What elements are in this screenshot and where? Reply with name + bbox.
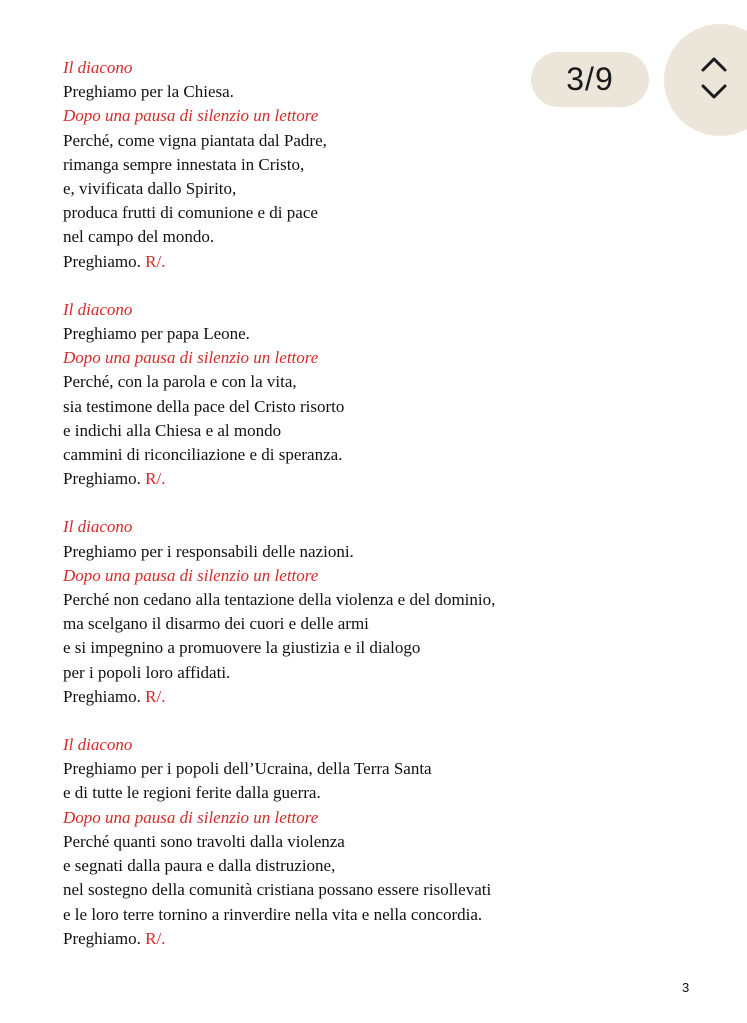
rubric-reader: Dopo una pausa di silenzio un lettore (63, 807, 319, 827)
rubric-deacon: Il diacono (63, 735, 133, 755)
closing-line (63, 927, 673, 951)
prayer-line: ma scelgano il disarmo dei cuori e delle armi (63, 614, 369, 634)
page-number: 3 (682, 980, 690, 995)
rubric-deacon: Il diacono (63, 299, 133, 319)
closing-text: Preghiamo. (63, 469, 141, 489)
prayer-line: nel campo del mondo. (63, 227, 215, 247)
intention-line: Preghiamo per la Chiesa. (63, 82, 234, 102)
prayer-line: Perché non cedano alla tentazione della violenza e del dominio, (63, 590, 496, 610)
prayer-line: produca frutti di comunione e di pace (63, 203, 318, 223)
prayer-line: e si impegnino a promuovere la giustizia e il dialogo (63, 638, 421, 658)
response-marker: R/. (145, 251, 166, 271)
prayer-line: e indichi alla Chiesa e al mondo (63, 420, 282, 440)
closing-line (63, 685, 673, 709)
intention-line: Preghiamo per papa Leone. (63, 324, 250, 344)
prayer-line: per i popoli loro affidati. (63, 662, 231, 682)
intention-line: Preghiamo per i popoli dell’Ucraina, della Terra Santa (63, 759, 432, 779)
prayer-line: cammini di riconciliazione e di speranza. (63, 445, 343, 465)
prayer-line: rimanga sempre innestata in Cristo, (63, 154, 305, 174)
prayer-section-3 (63, 515, 673, 709)
prayer-section-4 (63, 733, 673, 951)
prayer-line: Perché, come vigna piantata dal Padre, (63, 130, 327, 150)
rubric-reader: Dopo una pausa di silenzio un lettore (63, 106, 319, 126)
prayer-line: nel sostegno della comunità cristiana possano essere risollevati (63, 880, 492, 900)
prayer-line: Perché, con la parola e con la vita, (63, 372, 297, 392)
closing-text: Preghiamo. (63, 686, 141, 706)
closing-text: Preghiamo. (63, 928, 141, 948)
rubric-reader: Dopo una pausa di silenzio un lettore (63, 348, 319, 368)
rubric-deacon: Il diacono (63, 517, 133, 537)
prayer-section-2 (63, 298, 673, 492)
closing-line (63, 250, 673, 274)
chevron-down-icon[interactable] (703, 86, 725, 97)
prayer-line: sia testimone della pace del Cristo risorto (63, 396, 345, 416)
page-navigation-button[interactable] (664, 24, 747, 136)
response-marker: R/. (145, 469, 166, 489)
rubric-reader: Dopo una pausa di silenzio un lettore (63, 565, 319, 585)
prayer-line: e le loro terre tornino a rinverdire nella vita e nella concordia. (63, 904, 483, 924)
page-nav-icons (700, 52, 728, 104)
intention-line: e di tutte le regioni ferite dalla guerra. (63, 783, 321, 803)
response-marker: R/. (145, 928, 166, 948)
page-indicator: 3/9 (531, 52, 649, 107)
prayer-line: Perché quanti sono travolti dalla violenza (63, 831, 345, 851)
chevron-up-icon[interactable] (703, 59, 725, 70)
rubric-deacon: Il diacono (63, 58, 133, 77)
closing-text: Preghiamo. (63, 251, 141, 271)
closing-line (63, 467, 673, 491)
response-marker: R/. (145, 686, 166, 706)
document-body (63, 56, 673, 975)
intention-line: Preghiamo per i responsabili delle nazioni. (63, 541, 354, 561)
prayer-line: e segnati dalla paura e dalla distruzione, (63, 856, 336, 876)
prayer-line: e, vivificata dallo Spirito, (63, 179, 237, 199)
